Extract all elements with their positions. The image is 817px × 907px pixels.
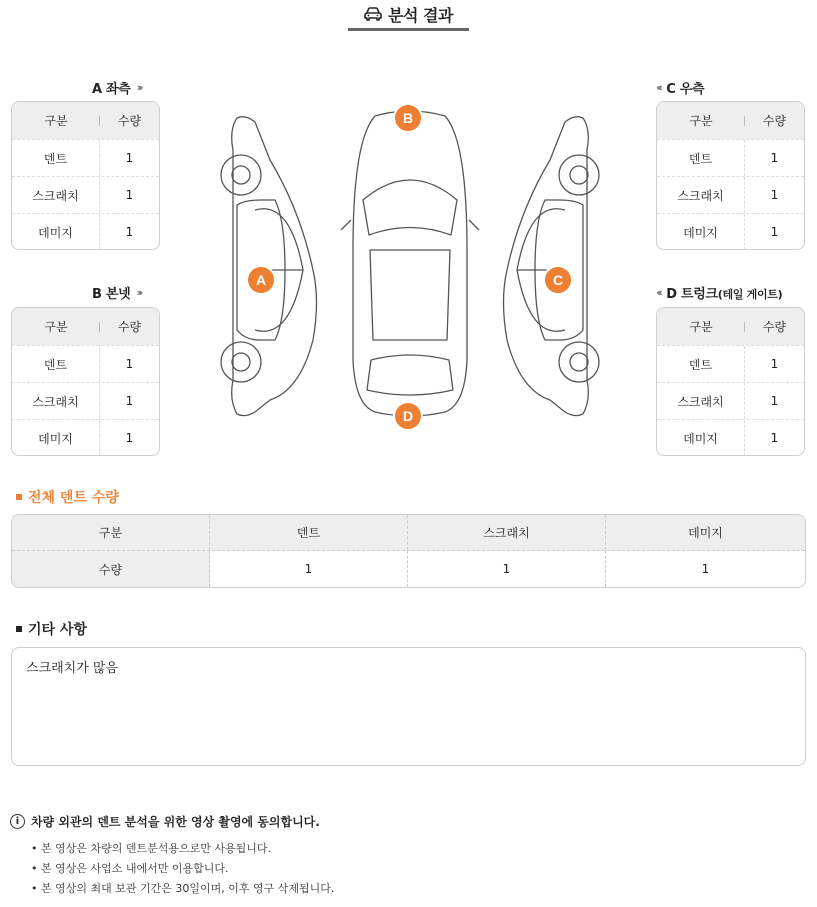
consent-bullet: • 본 영상은 차량의 덴트분석용으로만 사용됩니다. [31, 842, 271, 855]
table-row: 덴트 1 [12, 345, 159, 382]
table-row: 스크래치 1 [657, 382, 804, 419]
chevron-left-icon: ‹‹‹ [656, 286, 661, 299]
table-row: 데미지 1 [657, 213, 804, 250]
marker-b[interactable] [394, 104, 422, 132]
table-row: 스크래치 1 [657, 176, 804, 213]
panel-a-label: A 좌측 ››› [92, 81, 141, 97]
table-row: 덴트 1 [12, 139, 159, 176]
chevron-left-icon: ‹‹‹ [656, 81, 661, 94]
table-row: 스크래치 1 [12, 176, 159, 213]
table-row: 덴트 1 [657, 345, 804, 382]
svg-text:D: D [402, 408, 414, 424]
page-header [348, 0, 469, 31]
square-bullet-icon [16, 626, 22, 632]
table-row: 데미지 1 [12, 419, 159, 456]
consent-bullet: • 본 영상은 사업소 내에서만 이용합니다. [31, 862, 229, 875]
table-row: 덴트 1 [657, 139, 804, 176]
info-icon: i [10, 814, 25, 829]
total-table: 구분 덴트 스크래치 데미지 수량 1 1 1 [11, 514, 806, 588]
consent-notice: i 차량 외관의 덴트 분석을 위한 영상 촬영에 동의합니다. [10, 813, 320, 830]
total-section-title: 전체 덴트 수량 [16, 487, 119, 507]
square-bullet-icon [16, 494, 22, 500]
panel-c-label: ‹‹‹ C 우측 [656, 81, 705, 97]
panel-c-table: 구분 수량 덴트 1 스크래치 1 데미지 1 [656, 101, 805, 250]
svg-text:C: C [552, 272, 564, 288]
memo-section-title: 기타 사항 [16, 619, 87, 639]
marker-a[interactable] [247, 266, 275, 294]
car-icon [364, 7, 382, 21]
chevron-right-icon: ››› [136, 286, 141, 299]
page-title: 분석 결과 [388, 5, 453, 25]
svg-text:A: A [255, 272, 267, 288]
panel-d-label: ‹‹‹ D 트렁크(테일 게이트) [656, 286, 783, 302]
table-row: 스크래치 1 [12, 382, 159, 419]
marker-d[interactable] [394, 402, 422, 430]
chevron-right-icon: ››› [136, 81, 141, 94]
panel-b-table: 구분 수량 덴트 1 스크래치 1 데미지 1 [11, 307, 160, 456]
car-diagram [215, 100, 605, 430]
memo-textarea[interactable]: 스크래치가 많음 [11, 647, 806, 766]
panel-a-table: 구분 수량 덴트 1 스크래치 1 데미지 1 [11, 101, 160, 250]
svg-text:B: B [402, 110, 414, 126]
table-row: 수량 1 1 1 [12, 551, 805, 587]
table-row: 데미지 1 [12, 213, 159, 250]
panel-d-table: 구분 수량 덴트 1 스크래치 1 데미지 1 [656, 307, 805, 456]
table-row: 데미지 1 [657, 419, 804, 456]
marker-c[interactable] [544, 266, 572, 294]
panel-b-label: B 본넷 ››› [92, 286, 141, 302]
consent-bullet: • 본 영상의 최대 보관 기간은 30일이며, 이후 영구 삭제됩니다. [31, 882, 335, 895]
